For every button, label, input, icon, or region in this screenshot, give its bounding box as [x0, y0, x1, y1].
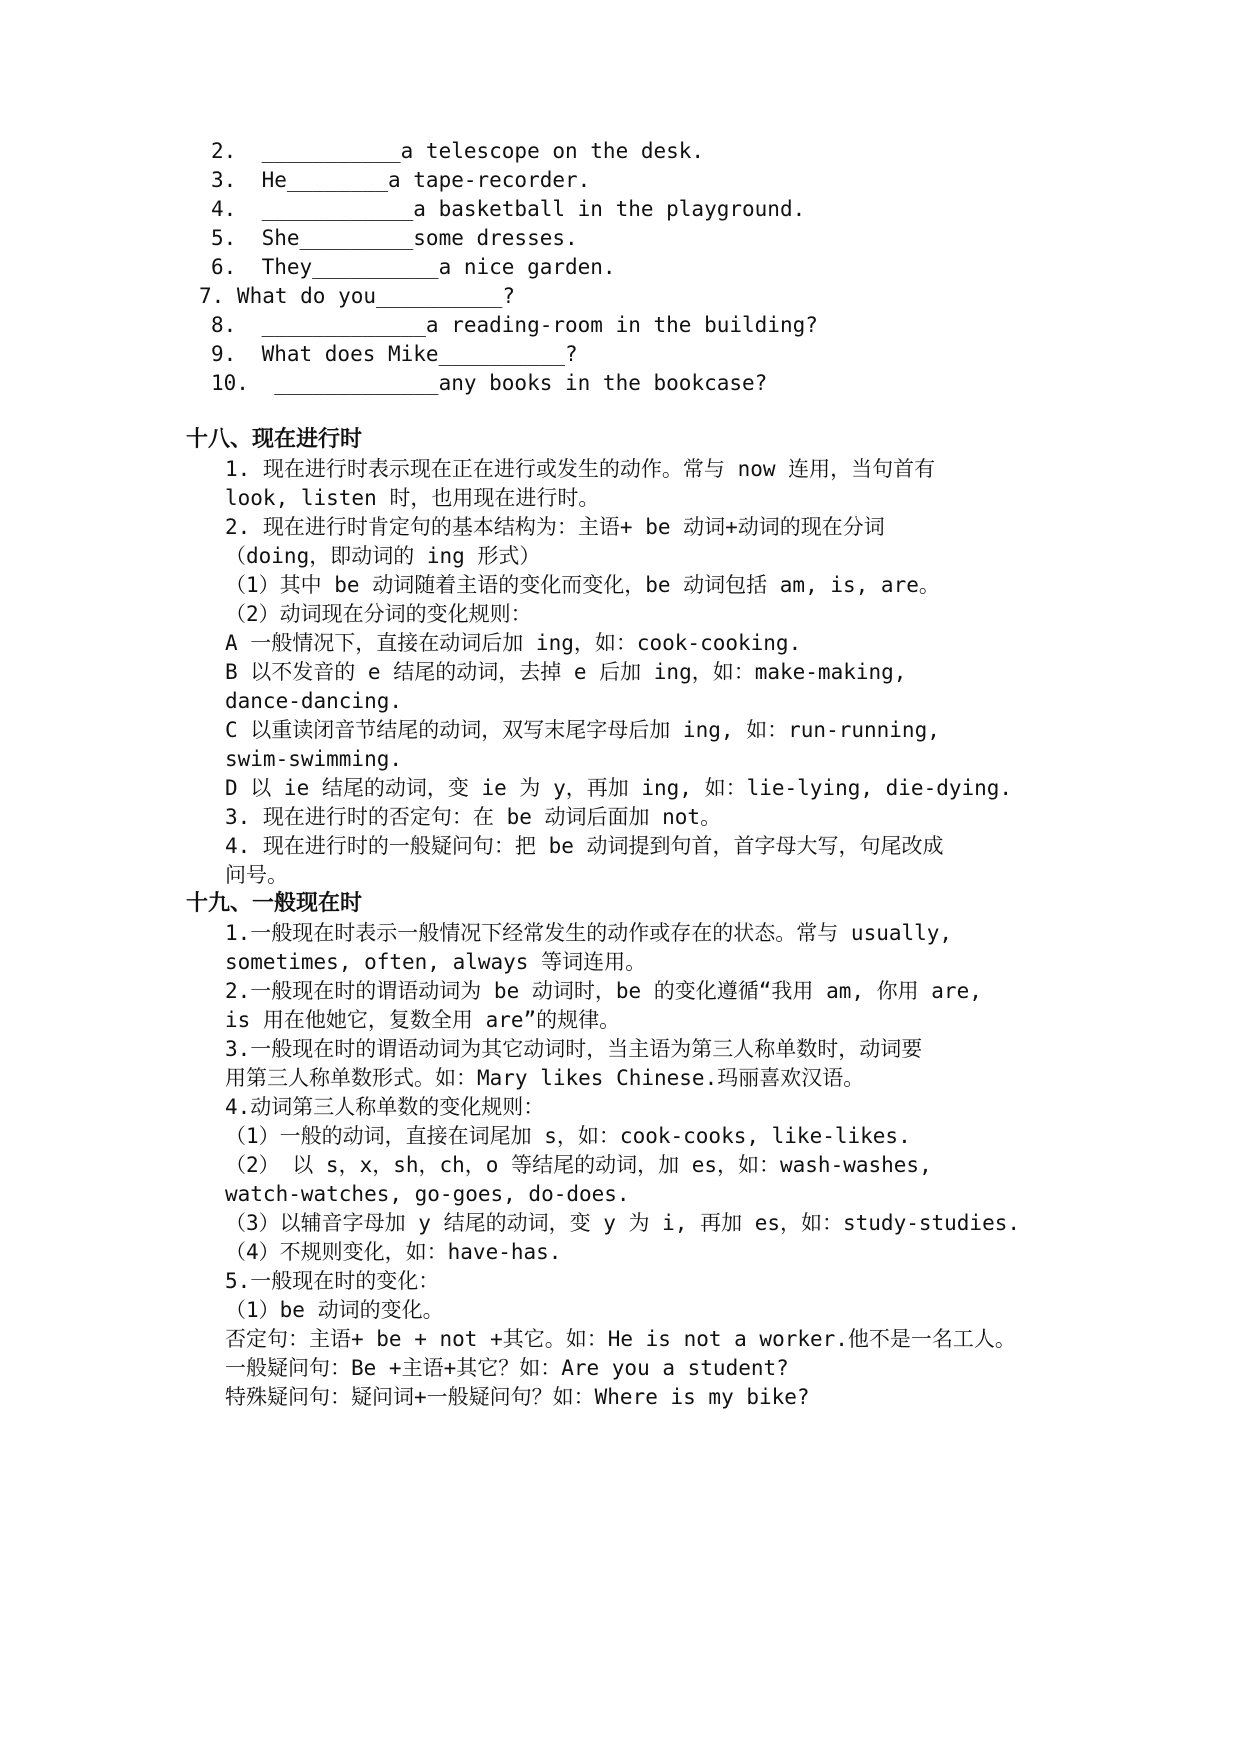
body-line: （2）动词现在分词的变化规则： [225, 602, 532, 626]
body-line: 2. 现在进行时肯定句的基本结构为：主语+ be 动词+动词的现在分词 [225, 515, 885, 539]
body-line: （1）一般的动词，直接在词尾加 s，如：cook-cooks, like-likes. [225, 1124, 911, 1148]
body-line: is 用在他她它，复数全用 are”的规律。 [225, 1008, 621, 1032]
section-heading: 十八、现在进行时 [186, 427, 363, 452]
body-line: dance-dancing. [225, 689, 403, 713]
body-line: 1.一般现在时表示一般情况下经常发生的动作或存在的状态。常与 usually, [225, 921, 953, 945]
body-line: look, listen 时，也用现在进行时。 [225, 486, 600, 510]
exercise-item: 10. _____________any books in the bookcase? [211, 371, 768, 395]
body-line: B 以不发音的 e 结尾的动词，去掉 e 后加 ing，如：make-making, [225, 660, 907, 684]
body-line: A 一般情况下，直接在动词后加 ing，如：cook-cooking. [225, 631, 802, 655]
body-line: 1. 现在进行时表示现在正在进行或发生的动作。常与 now 连用，当句首有 [225, 457, 936, 481]
body-line: D 以 ie 结尾的动词，变 ie 为 y，再加 ing, 如：lie-lying, die-dying. [225, 776, 1013, 800]
body-line: 3.一般现在时的谓语动词为其它动词时，当主语为第三人称单数时，动词要 [225, 1037, 923, 1061]
exercise-item: 3. He________a tape-recorder. [211, 168, 591, 192]
exercise-item: 6. They__________a nice garden. [211, 255, 616, 279]
body-line: （1）其中 be 动词随着主语的变化而变化，be 动词包括 am, is, are。 [225, 573, 940, 597]
body-line: （doing，即动词的 ing 形式） [225, 544, 541, 568]
exercise-item: 9. What does Mike__________? [211, 342, 578, 366]
exercise-item: 2. ___________a telescope on the desk. [211, 139, 705, 163]
body-line: 2.一般现在时的谓语动词为 be 动词时，be 的变化遵循“我用 am, 你用 are, [225, 979, 982, 1003]
body-line: watch-watches, go-goes, do-does. [225, 1182, 630, 1206]
body-line: 特殊疑问句：疑问词+一般疑问句？如：Where is my bike? [225, 1385, 810, 1409]
body-line: 3. 现在进行时的否定句：在 be 动词后面加 not。 [225, 805, 722, 829]
body-line: 4. 现在进行时的一般疑问句：把 be 动词提到句首，首字母大写，句尾改成 [225, 834, 944, 858]
exercise-item: 4. ____________a basketball in the playground. [211, 197, 806, 221]
body-line: 否定句：主语+ be + not +其它。如：He is not a worker.他不是一名工人。 [225, 1327, 1016, 1351]
body-line: swim-swimming. [225, 747, 403, 771]
section-heading: 十九、一般现在时 [186, 891, 363, 916]
body-line: （2） 以 s，x，sh，ch，o 等结尾的动词，加 es，如：wash-washes, [225, 1153, 932, 1177]
body-line: 4.动词第三人称单数的变化规则： [225, 1095, 545, 1119]
body-line: 5.一般现在时的变化： [225, 1269, 440, 1293]
body-line: C 以重读闭音节结尾的动词，双写末尾字母后加 ing, 如：run-running, [225, 718, 940, 742]
exercise-item: 8. _____________a reading-room in the building? [211, 313, 818, 337]
exercise-item: 5. She_________some dresses. [211, 226, 578, 250]
exercise-item: 7. What do you__________? [199, 284, 516, 308]
body-line: sometimes, often, always 等词连用。 [225, 950, 647, 974]
body-line: （1）be 动词的变化。 [225, 1298, 444, 1322]
body-line: （4）不规则变化，如：have-has. [225, 1240, 562, 1264]
body-line: 用第三人称单数形式。如：Mary likes Chinese.玛丽喜欢汉语。 [225, 1066, 865, 1090]
body-line: 问号。 [225, 863, 288, 887]
body-line: （3）以辅音字母加 y 结尾的动词，变 y 为 i, 再加 es，如：study-studies. [225, 1211, 1021, 1235]
body-line: 一般疑问句：Be +主语+其它？如：Are you a student? [225, 1356, 789, 1380]
